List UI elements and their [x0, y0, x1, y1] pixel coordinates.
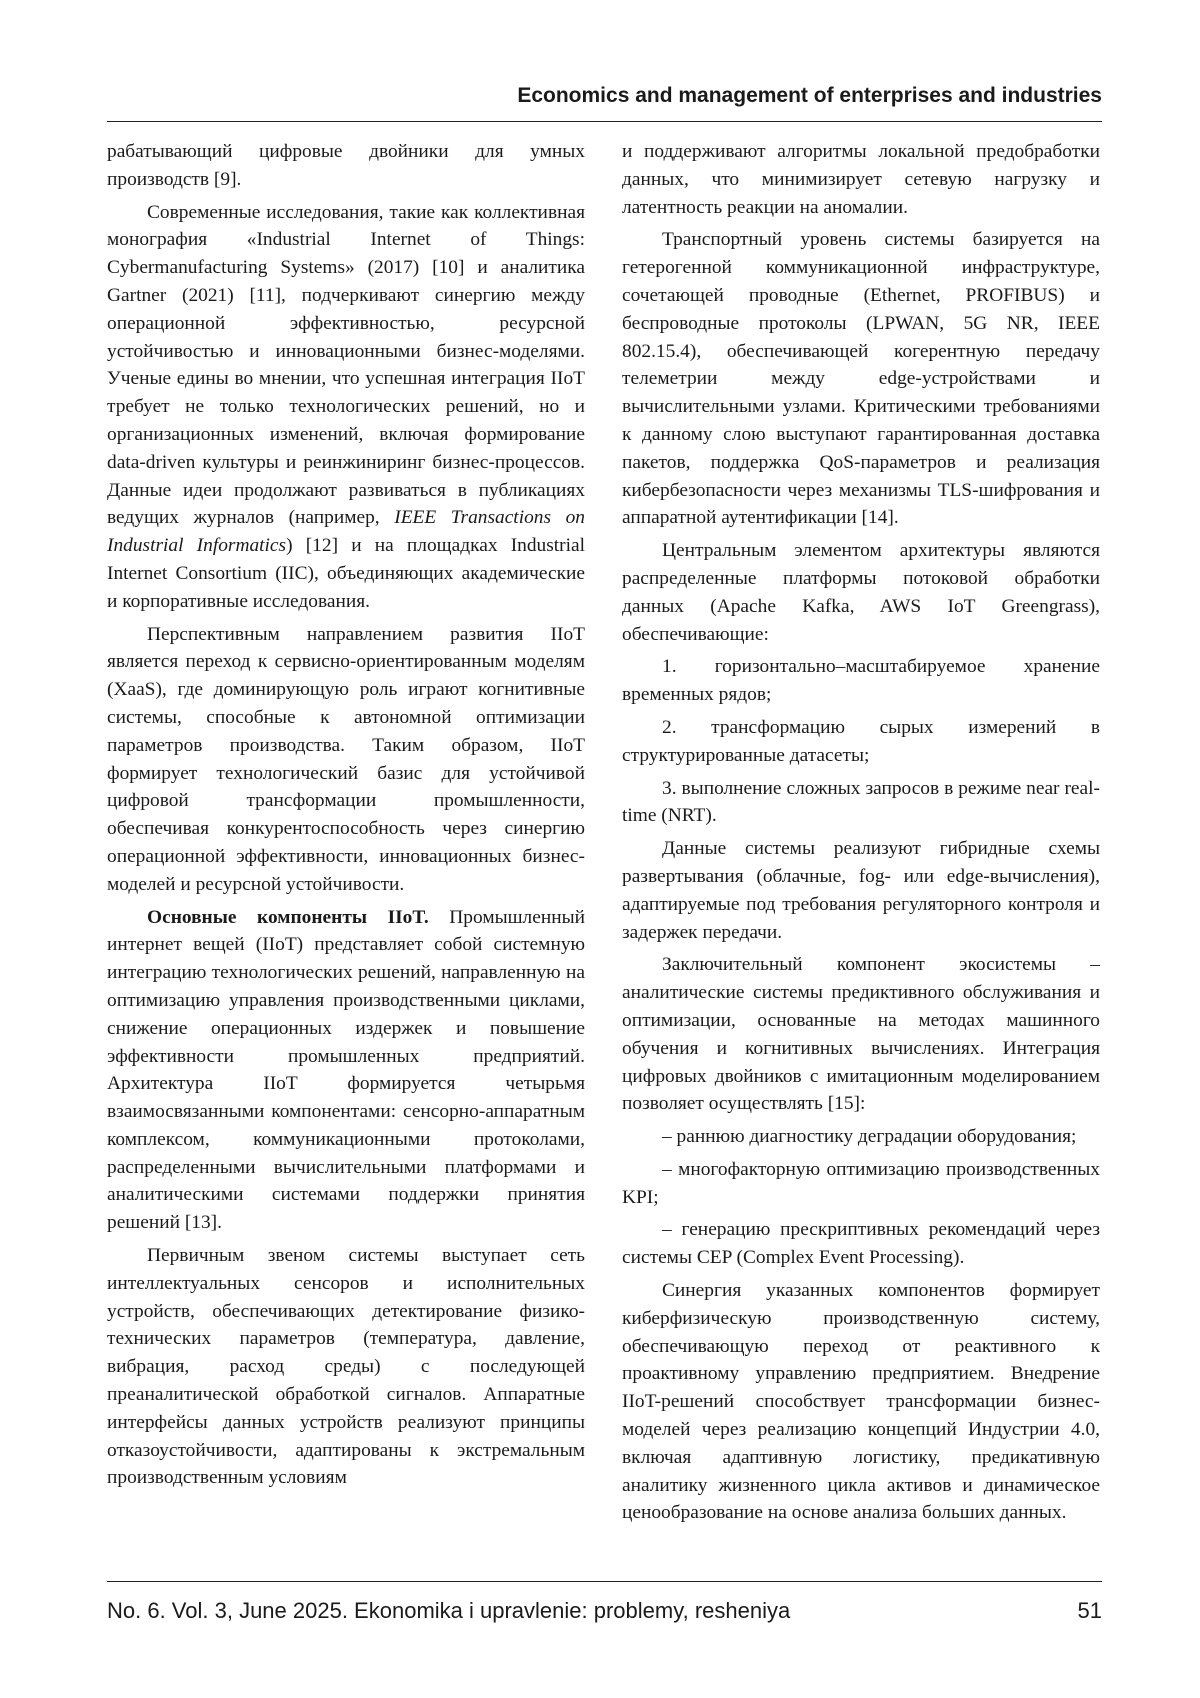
paragraph-text: Промышленный интернет вещей (IIoT) представляет собой системную интеграцию технологических решений, направленную на оптимизацию управления производственными циклами, снижение операционных издержек и повышение эффективности промышленных предприятий. Архитектура IIoT формируется четырьмя взаимосвязанными компонентами: сенсорно-аппаратным комплексом, коммуникационными протоколами, распределенными вычислительными платформами и аналитическими системами поддержки принятия решений [13].: [107, 906, 585, 1234]
dash-item: – генерацию прескриптивных рекомендаций через системы CEP (Complex Event Processing).: [622, 1219, 1100, 1269]
dash-item: – многофакторную оптимизацию производственных KPI;: [622, 1158, 1100, 1208]
running-header: Economics and management of enterprises and industries: [517, 84, 1102, 107]
paragraph: [107, 199, 585, 616]
right-column: [622, 138, 1100, 1578]
journal-title: IEEE Transactions on Industrial Informatics: [107, 507, 585, 557]
paragraph: Первичным звеном системы выступает сеть интеллектуальных сенсоров и исполнительных устройств, обеспечивающих детектирование физико-технических параметров (температура, давление, вибрация, расход среды) с последующей преаналитической обработкой сигналов. Аппаратные интерфейсы данных устройств реализуют принципы отказоустойчивости, адаптированы к экстремальным производственным условиям: [107, 1245, 585, 1489]
paragraph: Перспективным направлением развития IIoT является переход к сервисно-ориентированным моделям (XaaS), где доминирующую роль играют когнитивные системы, способные к автономной оптимизации параметров производства. Таким образом, IIoT формирует технологический базис для устойчивой цифровой трансформации промышленности, обеспечивая конкурентоспособность через синергию операционной эффективности, инновационных бизнес-моделей и ресурсной устойчивости.: [107, 623, 585, 895]
paragraph: Центральным элементом архитектуры являются распределенные платформы потоковой обработки данных (Apache Kafka, AWS IoT Greengrass), обеспечивающие:: [622, 540, 1100, 645]
paragraph: Транспортный уровень системы базируется на гетерогенной коммуникационной инфраструктуре, сочетающей проводные (Ethernet, PROFIBUS) и беспроводные протоколы (LPWAN, 5G NR, IEEE 802.15.4), обеспечивающей когерентную передачу телеметрии между edge-устройствами и вычислительными узлами. Критическими требованиями к данному слою выступают гарантированная доставка пакетов, поддержка QoS-параметров и реализация кибербезопасности через механизмы TLS-шифрования и аппаратной аутентификации [14].: [622, 229, 1100, 529]
list-item: 1. горизонтально–масштабируемое хранение временных рядов;: [622, 656, 1100, 706]
paragraph: и поддерживают алгоритмы локальной предобработки данных, что минимизирует сетевую нагрузку и латентность реакции на аномалии.: [622, 141, 1100, 218]
dash-item: – раннюю диагностику деградации оборудования;: [662, 1126, 1077, 1148]
left-column: [107, 138, 585, 1578]
paragraph-text: ) [12] и на площадках Industrial Internet Consortium (IIC), объединяющих академические и корпоративные исследования.: [107, 535, 585, 612]
paragraph: рабатывающий цифровые двойники для умных производств [9].: [107, 141, 585, 190]
paragraph-text: Современные исследования, такие как коллективная монография «Industrial Internet of Things: Cybermanufacturing Systems» (2017) [10] и аналитика Gartner (2021) [11], подчеркивают синергию между операционной эффективностью, ресурсной устойчивостью и инновационными бизнес-моделями. Ученые едины во мнении, что успешная интеграция IIoT требует не только технологических решений, но и организационных изменений, включая формирование data-driven культуры и реинжиниринг бизнес-процессов. Данные идеи продолжают развиваться в публикациях ведущих журналов (например,: [107, 201, 585, 529]
footer-citation: No. 6. Vol. 3, June 2025. Ekonomika i upravlenie: problemy, resheniya: [107, 1598, 791, 1623]
paragraph: Данные системы реализуют гибридные схемы развертывания (облачные, fog- или edge-вычисления), адаптируемые под требования регуляторного контроля и задержек передачи.: [622, 838, 1100, 943]
list-item: 3. выполнение сложных запросов в режиме near real-time (NRT).: [622, 777, 1100, 827]
paragraph: [107, 904, 585, 1238]
page-number: 51: [1077, 1598, 1102, 1623]
section-heading: Основные компоненты IIoT.: [147, 906, 429, 928]
paragraph: Заключительный компонент экосистемы – аналитические системы предиктивного обслуживания и оптимизации, основанные на методах машинного обучения и когнитивных вычислениях. Интеграция цифровых двойников с имитационным моделированием позволяет осуществлять [15]:: [622, 954, 1100, 1115]
footer-rule: [107, 1581, 1102, 1582]
header-rule: [107, 121, 1102, 122]
list-item: 2. трансформацию сырых измерений в структурированные датасеты;: [622, 716, 1100, 766]
paragraph: Синергия указанных компонентов формирует киберфизическую производственную систему, обеспечивающую переход от реактивного к проактивному управлению предприятием. Внедрение IIoT-решений способствует трансформации бизнес-моделей через реализацию концепций Индустрии 4.0, включая адаптивную логистику, предикативную аналитику жизненного цикла активов и динамическое ценообразование на основе анализа больших данных.: [622, 1280, 1100, 1524]
